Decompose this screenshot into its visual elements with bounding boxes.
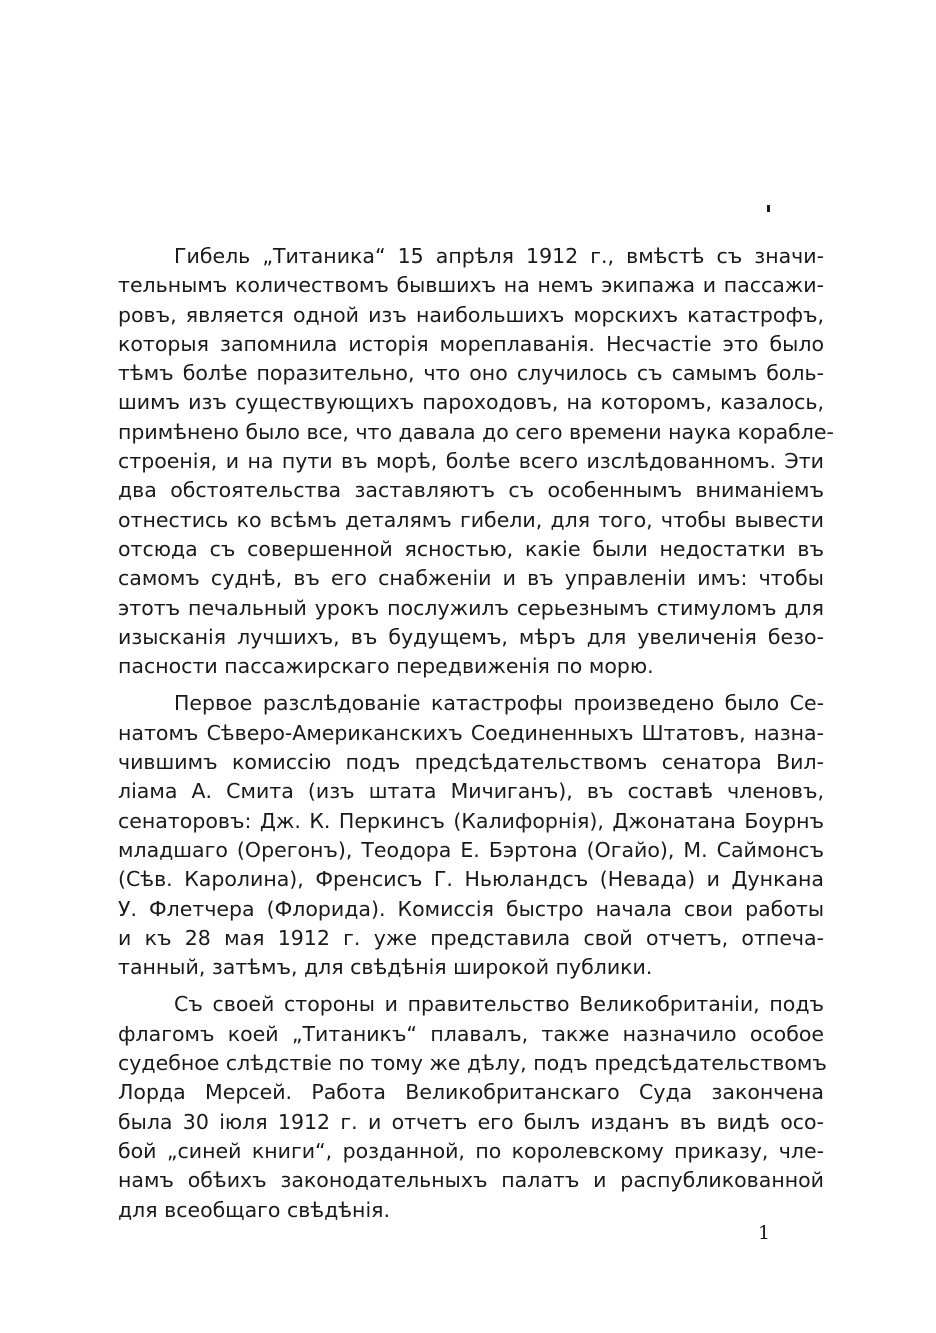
text-line: бой „синей книги“, розданной, по королевскому приказу, чле- [118,1138,824,1163]
text-line: строенія, и на пути въ морѣ, болѣе всего изслѣдованномъ. Эти [118,449,824,474]
stray-ink-mark [767,205,770,212]
text-line: самомъ суднѣ, въ его снабженіи и въ управленіи имъ: чтобы [118,566,824,591]
text-line: ровъ, является одной изъ наибольшихъ морскихъ катастрофъ, [118,302,824,327]
text-line: и къ 28 мая 1912 г. уже представила свой отчетъ, отпеча- [118,925,824,950]
text-line: флагомъ коей „Титаникъ“ плавалъ, также назначило особое [118,1021,824,1046]
text-line: была 30 іюля 1912 г. и отчетъ его былъ изданъ въ видѣ осо- [118,1109,824,1134]
text-line: Гибель „Титаника“ 15 апрѣля 1912 г., вмѣстѣ съ значи- [174,244,824,268]
body-text [118,242,834,1225]
text-line: отсюда съ совершенной ясностью, какіе были недостатки въ [118,536,824,561]
paragraph-british-inquiry [118,990,827,1224]
paragraph-titanic-sinking [118,242,834,681]
text-line: пасности пассажирскаго передвиженія по морю. [118,654,654,679]
page-number: 1 [758,1222,771,1244]
text-line: отнестись ко всѣмъ деталямъ гибели, для того, чтобы вывести [118,507,824,532]
text-line: шимъ изъ существующихъ пароходовъ, на которомъ, казалось, [118,390,824,415]
text-line: натомъ Сѣверо-Американскихъ Соединенныхъ Штатовъ, назна- [118,720,824,745]
text-line: ліама А. Смита (изъ штата Мичиганъ), въ составѣ членовъ, [118,779,824,804]
text-line: младшаго (Орегонъ), Теодора Е. Бэртона (Огайо), М. Саймонсъ [118,837,824,862]
text-line: намъ обѣихъ законодательныхъ палатъ и распубликованной [118,1168,824,1193]
text-line: тельнымъ количествомъ бывшихъ на немъ экипажа и пассажи- [118,273,824,298]
text-line: примѣнено было все, что давала до сего времени наука корабле- [118,419,834,444]
text-line: Первое разслѣдованіе катастрофы произведено было Се- [174,691,824,716]
text-line: которыя запомнила исторія мореплаванія. Несчастіе это было [118,331,824,356]
text-line: для всеобщаго свѣдѣнія. [118,1197,390,1222]
text-line: У. Флетчера (Флорида). Комиссія быстро начала свои работы [118,896,824,921]
text-line: тѣмъ болѣе поразительно, что оно случилось съ самымъ боль- [118,361,824,386]
text-line: сенаторовъ: Дж. К. Перкинсъ (Калифорнія), Джонатана Боурнъ [118,808,824,833]
text-line: чившимъ комиссію подъ предсѣдательствомъ сенатора Вил- [118,750,824,775]
text-line: Съ своей стороны и правительство Великобританіи, подъ [174,992,824,1017]
text-line: изысканія лучшихъ, въ будущемъ, мѣръ для увеличенія безо- [118,624,824,649]
text-line: Лорда Мерсей. Работа Великобританскаго Суда закончена [118,1080,824,1105]
text-line: (Сѣв. Каролина), Френсисъ Г. Ньюландсъ (Невада) и Дункана [118,867,824,892]
text-line: судебное слѣдствіе по тому же дѣлу, подъ предсѣдательствомъ [118,1051,827,1076]
text-line: этотъ печальный урокъ послужилъ серьезнымъ стимуломъ для [118,595,824,620]
paragraph-us-senate-inquiry [118,689,824,982]
text-line: танный, затѣмъ, для свѣдѣнія широкой публики. [118,955,653,980]
text-line: два обстоятельства заставляютъ съ особеннымъ вниманіемъ [118,478,824,503]
